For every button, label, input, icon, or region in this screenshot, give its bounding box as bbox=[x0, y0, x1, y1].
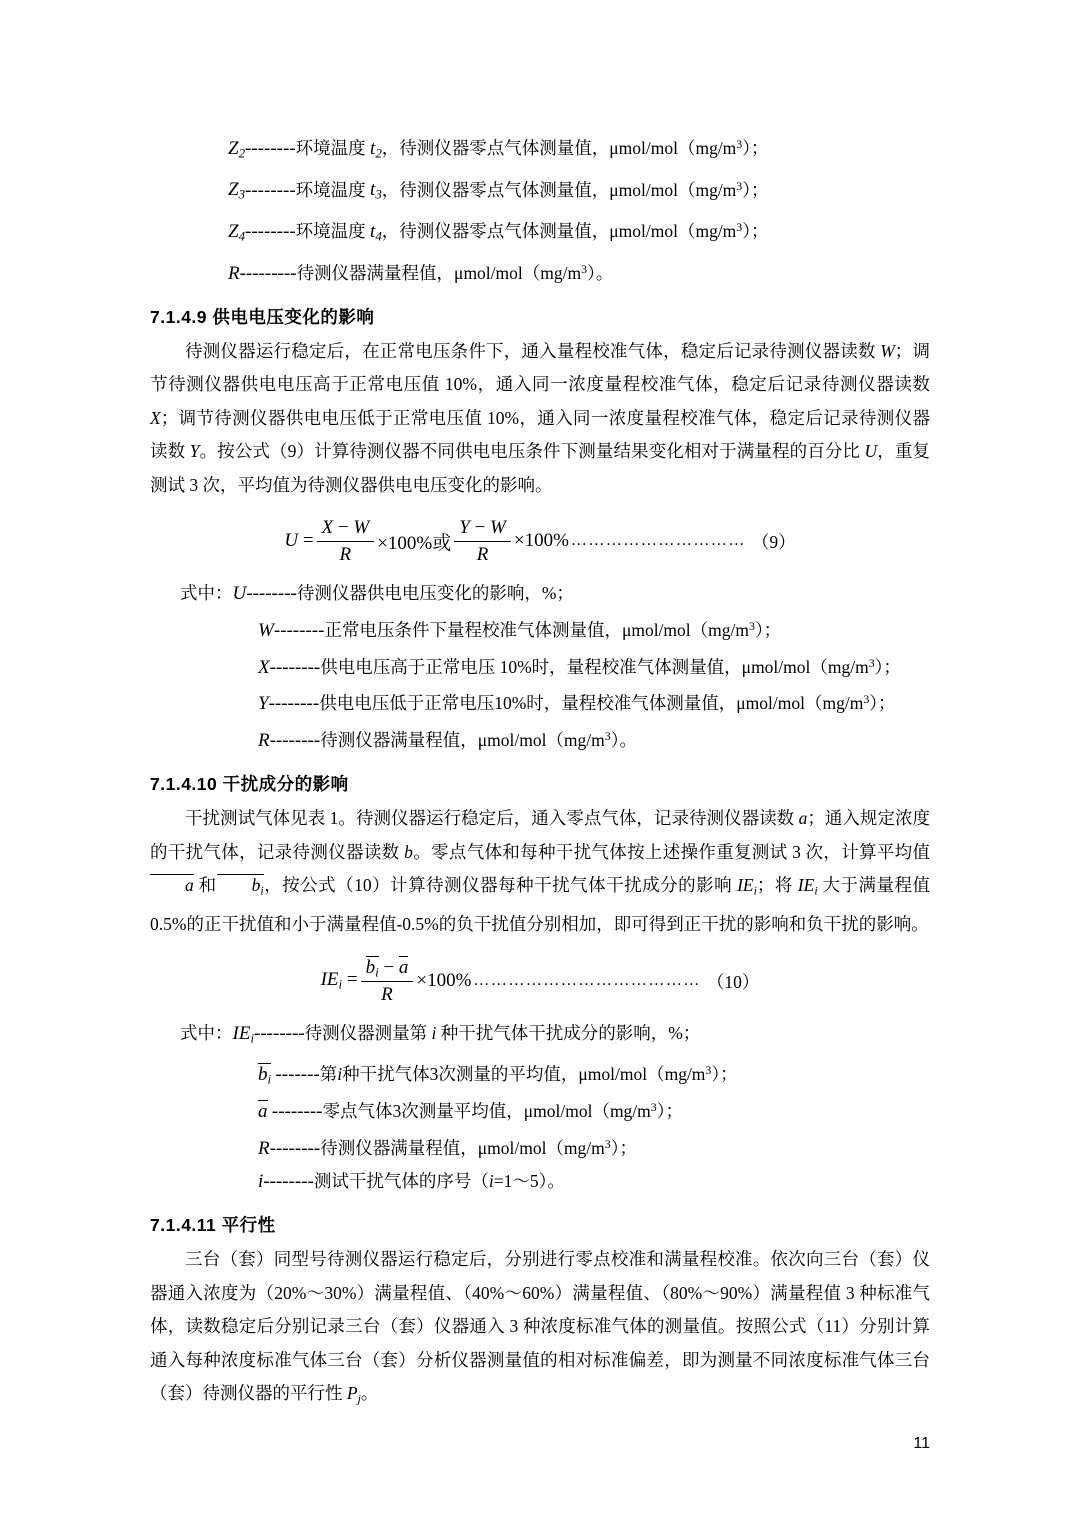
definition-line: $Z_3--------$环境温度 $t_3$，待测仪器零点气体测量值，μmol/$mol(mg/m^3)$； bbox=[228, 178, 769, 203]
where-line: X--------供电电压高于正常电压 10%时，量程校准气体测量值，μmol/$mol(mg/m^3)$； bbox=[258, 655, 901, 678]
formula-leader-dots: ………………………… bbox=[570, 532, 746, 550]
where-block-9 bbox=[150, 577, 930, 758]
heading-7-1-4-11: 7.1.4.11 平行性 bbox=[150, 1215, 276, 1236]
paragraph-7-1-4-9: 待测仪器运行稳定后，在正常电压条件下，通入量程校准气体，稳定后记录待测仪器读数 W；调节待测仪器供电电压高于正常电压值 10%，通入同一浓度量程校准气体，稳定后记录待测仪器读数 X；调节待测仪器供电电压低于正常电压值 10%，通入同一浓度量程校准气体，稳定后记录待测仪器读数 Y。按公式（9）计算待测仪器不同供电电压条件下测量结果变化相对于满量程的百分比 U，重复测试 3 次，平均值为待测仪器供电电压变化的影响。 bbox=[150, 340, 931, 495]
formula-leader-dots: ………………………………… bbox=[473, 972, 701, 990]
fraction-x-minus-w-over-r: $\frac{X - W}{R}$ bbox=[317, 516, 375, 567]
definitions-block bbox=[150, 128, 930, 290]
where-line: 式中：U--------待测仪器供电电压变化的影响，%； bbox=[180, 582, 574, 604]
fraction-y-minus-w-over-r: $\frac{Y - W}{R}$ bbox=[454, 516, 511, 567]
definition-line: R---------待测仪器满量程值，μmol/$mol(mg/m^3)$。 bbox=[228, 261, 614, 284]
formula-number-9: （9） bbox=[751, 531, 796, 552]
where-line: R--------待测仪器满量程值，μmol/$mol(mg/m^3)$； bbox=[258, 1137, 637, 1160]
definition-line: $Z_2--------$环境温度 $t_2$，待测仪器零点气体测量值，μmol/$mol(mg/m^3)$； bbox=[228, 137, 769, 161]
where-line: 式中：$IE_i--------$待测仪器测量第 i 种干扰气体干扰成分的影响，%； bbox=[180, 1022, 701, 1046]
paragraph-7-1-4-11: 三台（套）同型号待测仪器运行稳定后，分别进行零点校准和满量程校准。依次向三台（套）仪器通入浓度为（20%～30%）满量程值、（40%～60%）满量程值、（80%～90%）满量程值 3 种标准气体，读数稳定后分别记录三台（套）仪器通入 3 种浓度标准气体的测量值。按照公式（11）分别计算通入每种浓度标准气体三台（套）分析仪器测量值的相对标准偏差，即为测量不同浓度标准气体三台（套）待测仪器的平行性 $P_j$。 bbox=[150, 1249, 930, 1406]
formula-number-10: （10） bbox=[706, 971, 760, 992]
paragraph-7-1-4-10: 干扰测试气体见表 1。待测仪器运行稳定后，通入零点气体，记录待测仪器读数 a；通入规定浓度的干扰气体，记录待测仪器读数 b。零点气体和每种干扰气体按上述操作重复测试 3 次，计算平均值a 和 $b_i$，按公式（10）计算待测仪器每种干扰气体干扰成分的影响 $IE_i$；将 $IE_i$ 大于满量程值 0.5%的正干扰值和小于满量程值-0.5%的负干扰值分别相加，即可得到正干扰的影响和负干扰的影响。 bbox=[150, 808, 931, 935]
heading-7-1-4-9: 7.1.4.9 供电电压变化的影响 bbox=[150, 306, 375, 327]
where-line: Y--------供电电压低于正常电压10%时，量程校准气体测量值，μmol/$mol(mg/m^3)$； bbox=[258, 692, 896, 715]
formula-10: $IE_i$ = $\frac{b_i - a}{R}$ ×100% ………………………………… （10） bbox=[320, 956, 760, 1006]
fraction-bi-minus-a-over-r: $\frac{b_i - a}{R}$ bbox=[361, 956, 414, 1007]
where-line: $b_i$ -------第i种干扰气体3次测量的平均值，μmol/$mol(mg/m^3)$； bbox=[258, 1063, 738, 1088]
page-number: 11 bbox=[913, 1435, 930, 1452]
where-block-10 bbox=[150, 1017, 930, 1198]
where-line: W--------正常电压条件下量程校准气体测量值，μmol/$mol(mg/m^3)$； bbox=[258, 618, 782, 641]
heading-7-1-4-10: 7.1.4.10 干扰成分的影响 bbox=[150, 774, 349, 795]
formula-9: U = $\frac{X - W}{R}$ ×100%或 $\frac{Y - W}{R}$ ×100% ………………………… （9） bbox=[284, 517, 796, 565]
where-line: R--------待测仪器满量程值，μmol/$mol(mg/m^3)$。 bbox=[258, 729, 637, 752]
definition-line: $Z_4--------$环境温度 $t_4$，待测仪器零点气体测量值，μmol/$mol(mg/m^3)$； bbox=[228, 220, 769, 244]
where-line: a --------零点气体3次测量平均值，μmol/$mol(mg/m^3)$； bbox=[258, 1100, 683, 1123]
where-line: i--------测试干扰气体的序号（i=1～5）。 bbox=[258, 1171, 565, 1193]
